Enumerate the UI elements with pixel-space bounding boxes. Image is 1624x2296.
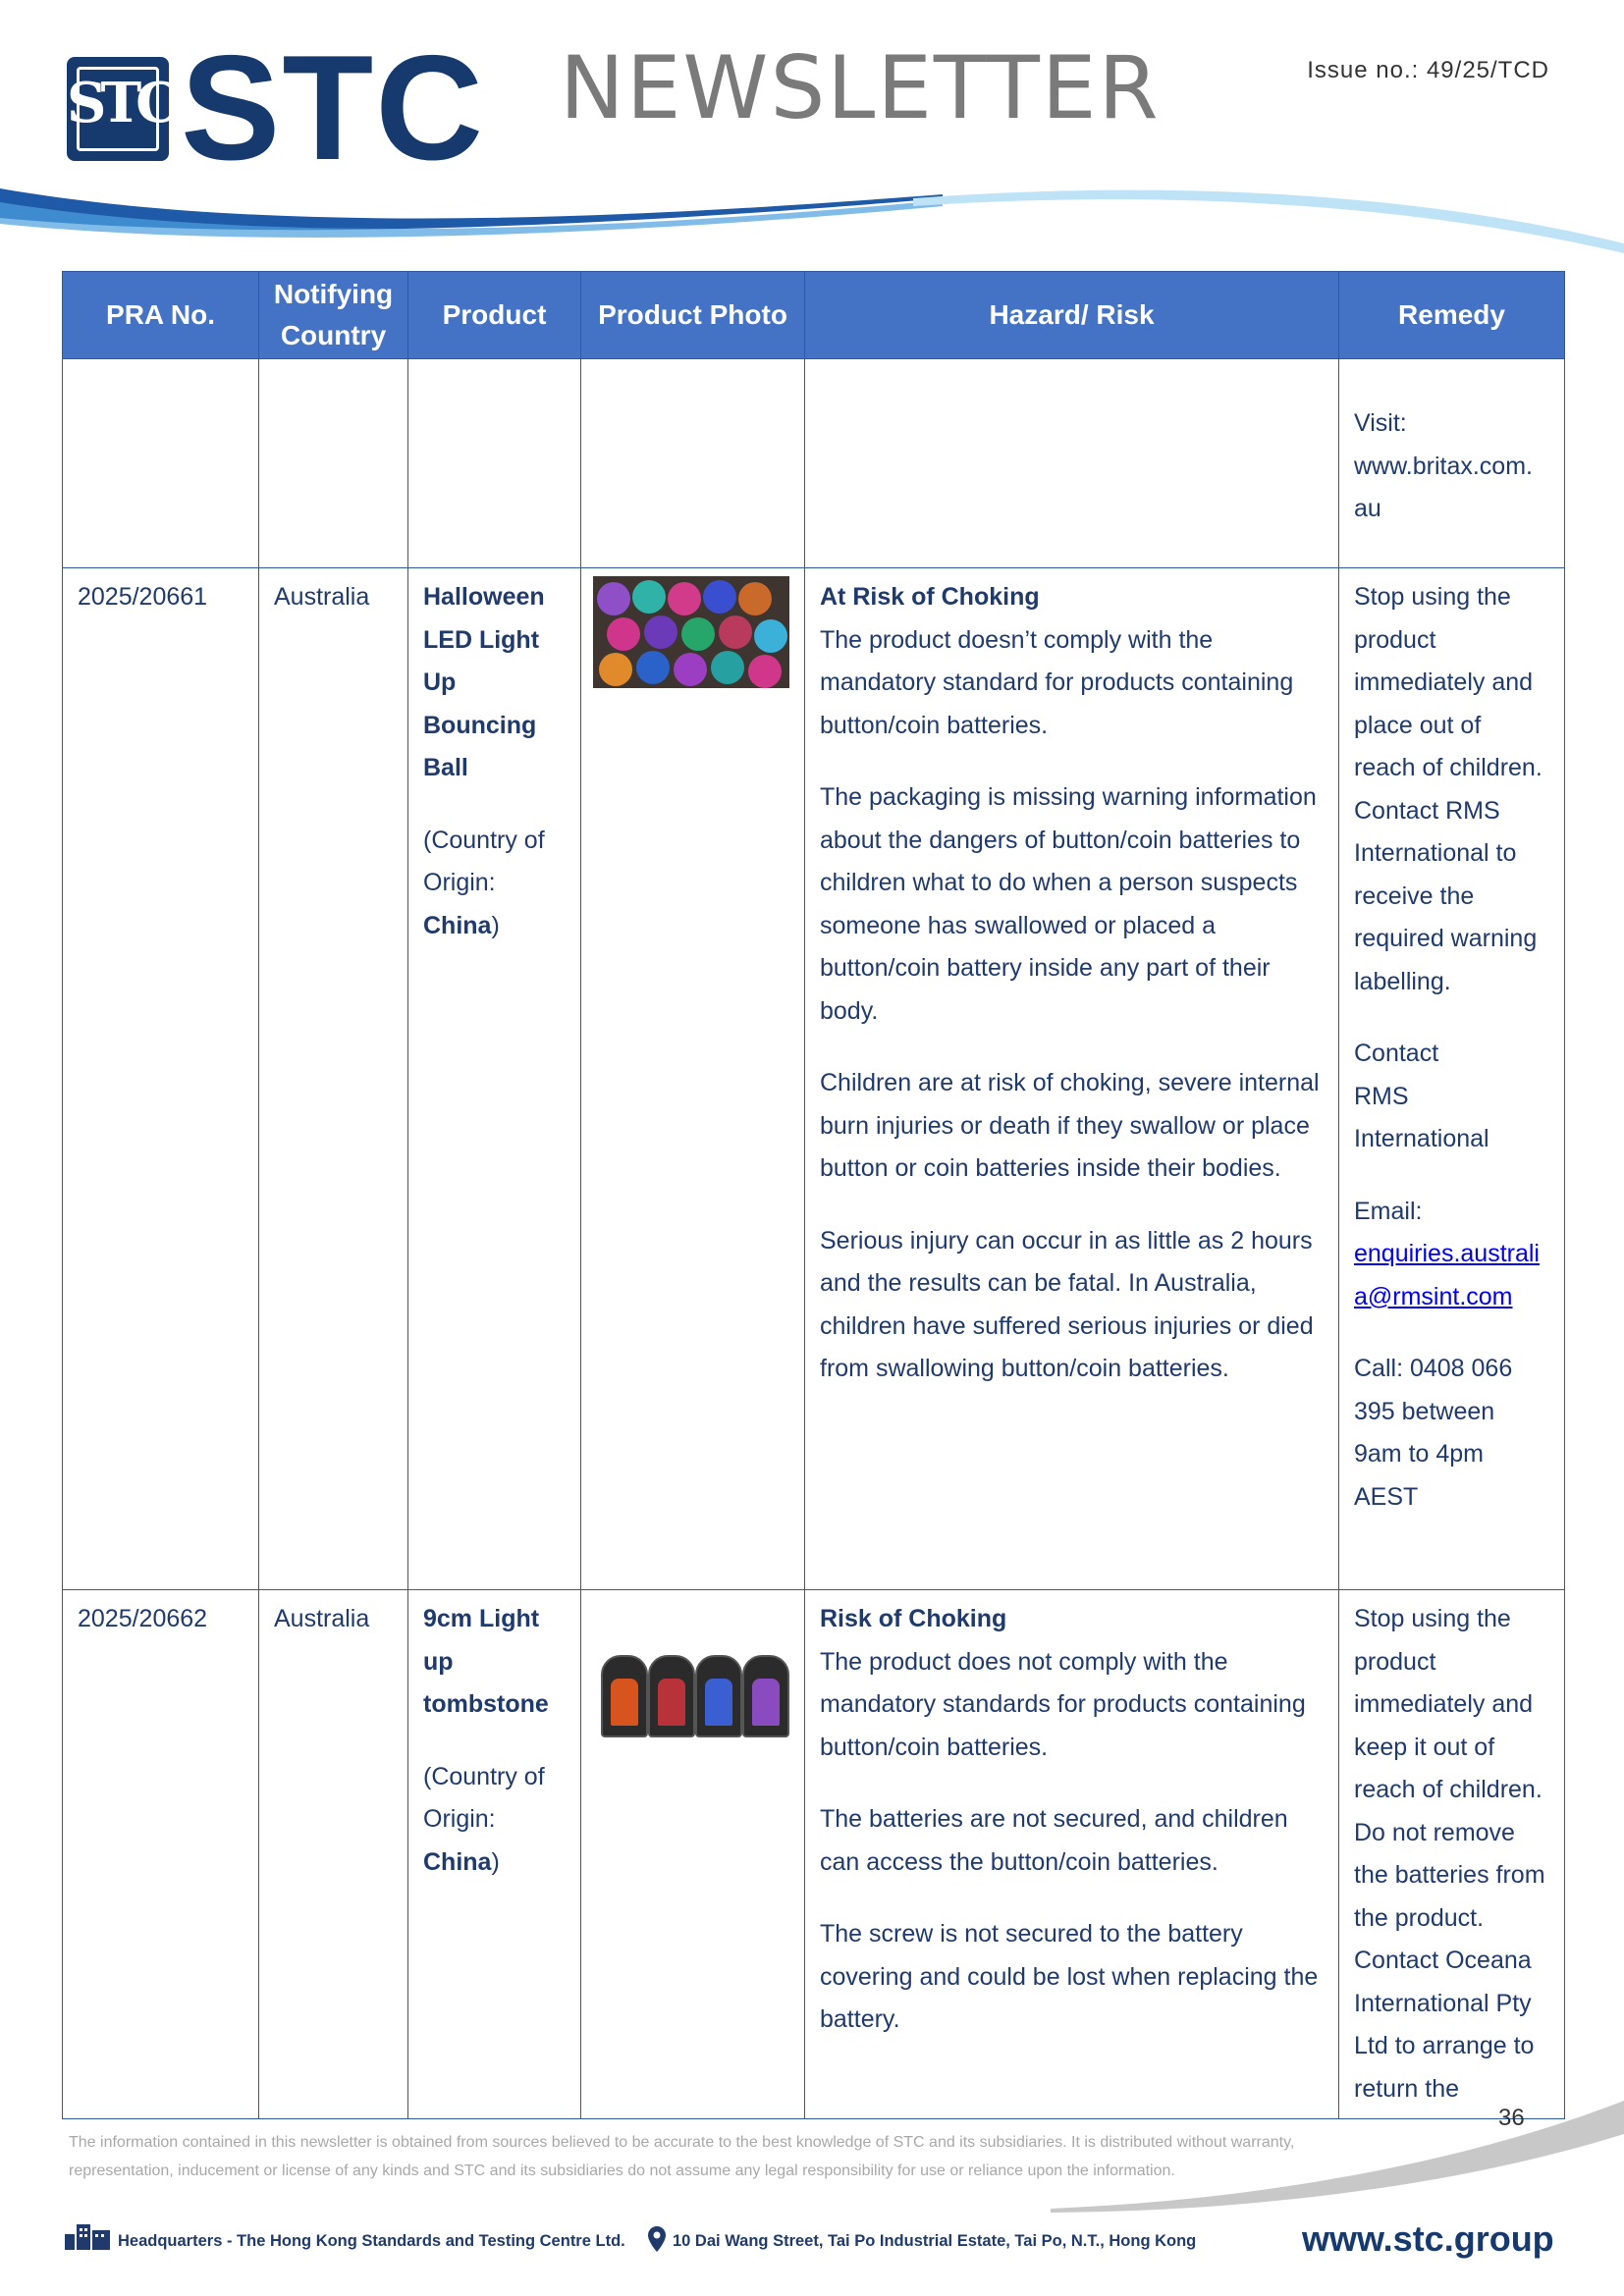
hazard-line: Children are at risk of choking, severe internal bbox=[820, 1069, 1320, 1096]
remedy-line: product bbox=[1354, 1647, 1436, 1676]
cell-photo bbox=[581, 568, 805, 1590]
origin-line: Origin: bbox=[423, 869, 496, 896]
header-swoosh bbox=[0, 185, 1624, 263]
hazard-line: Serious injury can occur in as little as 2 hours bbox=[820, 1226, 1313, 1255]
product-name-line: Bouncing bbox=[423, 711, 537, 739]
cell-photo bbox=[581, 1590, 805, 2119]
location-pin-icon bbox=[648, 2226, 666, 2252]
col-header-pra-no: PRA No. bbox=[63, 272, 259, 359]
remedy-line: receive the bbox=[1354, 881, 1475, 910]
col-header-remedy: Remedy bbox=[1339, 272, 1565, 359]
cell-remedy bbox=[1339, 568, 1565, 1590]
origin-line: Origin: bbox=[423, 1805, 496, 1833]
building-icon bbox=[65, 2220, 110, 2250]
hazard-line: children have suffered serious injuries or died bbox=[820, 1311, 1314, 1340]
cell-pra-no: 2025/20661 bbox=[63, 568, 259, 1590]
origin-country-line bbox=[423, 1842, 566, 1885]
newsletter-title: NEWSLETTER bbox=[560, 37, 1161, 138]
hazard-line: The packaging is missing warning information bbox=[820, 783, 1317, 811]
issue-number: Issue no.: 49/25/TCD bbox=[1307, 57, 1549, 83]
remedy-line: keep it out of bbox=[1354, 1733, 1495, 1761]
cell-pra-no: 2025/20662 bbox=[63, 1590, 259, 2119]
hazard-line: The product doesn’t comply with the bbox=[820, 625, 1214, 654]
cell-hazard bbox=[805, 1590, 1339, 2119]
hazard-line: button/coin batteries. bbox=[820, 1733, 1049, 1761]
remedy-line: International Pty bbox=[1354, 1989, 1532, 2017]
origin-suffix: ) bbox=[491, 911, 500, 939]
remedy-line: reach of children. bbox=[1354, 754, 1543, 781]
col-header-product-photo: Product Photo bbox=[581, 272, 805, 359]
product-name-line: 9cm Light bbox=[423, 1605, 540, 1632]
remedy-line: Contact Oceana bbox=[1354, 1947, 1532, 1974]
hazard-line: covering and could be lost when replacing the bbox=[820, 1962, 1319, 1991]
remedy-line: au bbox=[1354, 495, 1381, 522]
email-link[interactable]: enquiries.australi bbox=[1354, 1240, 1540, 1267]
product-name-line: up bbox=[423, 1647, 454, 1676]
cell-empty bbox=[805, 359, 1339, 568]
table-row-continuation bbox=[63, 359, 1565, 568]
origin-country: China bbox=[423, 911, 492, 939]
remedy-line: place out of bbox=[1354, 711, 1482, 739]
cell-country: Australia bbox=[259, 568, 408, 1590]
cell-product bbox=[408, 1590, 581, 2119]
origin-line: (Country of bbox=[423, 826, 545, 854]
remedy-line: Do not remove bbox=[1354, 1818, 1515, 1846]
product-name-line: Up bbox=[423, 668, 457, 696]
hazard-title: Risk of Choking bbox=[820, 1605, 1007, 1632]
col-header-product: Product bbox=[408, 272, 581, 359]
product-name-line: Ball bbox=[423, 754, 468, 781]
origin-suffix: ) bbox=[491, 1847, 500, 1876]
remedy-line: return the bbox=[1354, 2074, 1460, 2103]
remedy-line: Contact bbox=[1354, 1040, 1439, 1067]
remedy-line: reach of children. bbox=[1354, 1776, 1543, 1803]
remedy-line: Ltd to arrange to bbox=[1354, 2032, 1535, 2059]
remedy-line: RMS bbox=[1354, 1082, 1409, 1110]
hazard-line: about the dangers of button/coin batteries to bbox=[820, 826, 1301, 854]
table-header-row bbox=[63, 272, 1565, 359]
address-text: 10 Dai Wang Street, Tai Po Industrial Estate, Tai Po, N.T., Hong Kong bbox=[673, 2232, 1197, 2250]
cell-remedy bbox=[1339, 359, 1565, 568]
remedy-line: labelling. bbox=[1354, 967, 1451, 995]
remedy-line: Call: 0408 066 bbox=[1354, 1355, 1513, 1382]
hazard-line: button/coin batteries. bbox=[820, 711, 1049, 739]
cell-empty bbox=[63, 359, 259, 568]
cell-product bbox=[408, 568, 581, 1590]
col-header-hazard-risk: Hazard/ Risk bbox=[805, 272, 1339, 359]
remedy-line: the product. bbox=[1354, 1903, 1485, 1932]
remedy-line: www.britax.com. bbox=[1354, 452, 1533, 480]
origin-country: China bbox=[423, 1847, 492, 1876]
hazard-title: At Risk of Choking bbox=[820, 583, 1040, 611]
table-row bbox=[63, 568, 1565, 1590]
hazard-line: The product does not comply with the bbox=[820, 1647, 1228, 1676]
hazard-line: someone has swallowed or placed a bbox=[820, 911, 1217, 939]
disclaimer-text: The information contained in this newsletter is obtained from sources believed to be accurate to the best knowledge of STC and its subsidiaries. It is distributed without warranty, representation, inducement or license of any kinds and STC and its subsidiaries do not assume any legal responsibility for use or reliance upon the information. bbox=[69, 2134, 1295, 2179]
remedy-line: 395 between bbox=[1354, 1397, 1495, 1425]
hazard-line: children what to do when a person suspects bbox=[820, 869, 1298, 896]
page-number: 36 bbox=[1498, 2105, 1525, 2131]
email-label: Email: bbox=[1354, 1197, 1423, 1225]
remedy-line: Contact RMS bbox=[1354, 796, 1500, 825]
remedy-line: the batteries from bbox=[1354, 1861, 1545, 1889]
hazard-line: battery. bbox=[820, 2005, 900, 2033]
remedy-line: AEST bbox=[1354, 1482, 1419, 1511]
remedy-line: immediately and bbox=[1354, 1690, 1534, 1718]
remedy-line: Stop using the bbox=[1354, 1605, 1511, 1632]
hazard-line: can access the button/coin batteries. bbox=[820, 1847, 1218, 1876]
col-header-notifying-country: Notifying Country bbox=[259, 272, 408, 359]
remedy-line: International bbox=[1354, 1125, 1489, 1152]
cell-empty bbox=[581, 359, 805, 568]
stc-logo-text: STC bbox=[181, 25, 485, 191]
headquarters-text: Headquarters - The Hong Kong Standards and Testing Centre Ltd. bbox=[118, 2232, 625, 2250]
remedy-line: Visit: bbox=[1354, 409, 1407, 437]
cell-country: Australia bbox=[259, 1590, 408, 2119]
remedy-line: required warning bbox=[1354, 925, 1538, 952]
email-link[interactable]: a@rmsint.com bbox=[1354, 1282, 1513, 1310]
product-name-line: tombstone bbox=[423, 1690, 549, 1718]
origin-line: (Country of bbox=[423, 1762, 545, 1790]
remedy-line: 9am to 4pm bbox=[1354, 1440, 1485, 1468]
product-recall-table bbox=[62, 271, 1565, 2119]
table-row bbox=[63, 1590, 1565, 2119]
hazard-line: The batteries are not secured, and children bbox=[820, 1805, 1288, 1833]
product-name-line: Halloween bbox=[423, 583, 545, 611]
hazard-line: button or coin batteries inside their bodies. bbox=[820, 1154, 1281, 1182]
website-link[interactable]: www.stc.group bbox=[1302, 2218, 1554, 2259]
cell-empty bbox=[408, 359, 581, 568]
hazard-line: The screw is not secured to the battery bbox=[820, 1920, 1243, 1948]
hazard-line: button/coin battery inside any part of their bbox=[820, 954, 1271, 982]
hazard-line: and the results can be fatal. In Australia, bbox=[820, 1269, 1257, 1297]
hazard-line: mandatory standard for products containing bbox=[820, 668, 1294, 696]
bouncing-balls-photo bbox=[593, 576, 789, 688]
stc-logo-mark bbox=[67, 57, 174, 161]
hazard-line: burn injuries or death if they swallow or place bbox=[820, 1111, 1310, 1140]
remedy-line: International to bbox=[1354, 839, 1517, 867]
remedy-line: immediately and bbox=[1354, 668, 1534, 696]
hazard-line: mandatory standards for products containing bbox=[820, 1690, 1306, 1718]
product-name-line: LED Light bbox=[423, 625, 540, 654]
tombstones-photo bbox=[601, 1655, 797, 1737]
remedy-line: Stop using the bbox=[1354, 583, 1511, 611]
cell-hazard bbox=[805, 568, 1339, 1590]
origin-country-line bbox=[423, 905, 566, 948]
hazard-line: from swallowing button/coin batteries. bbox=[820, 1355, 1229, 1382]
remedy-line: product bbox=[1354, 625, 1436, 654]
logo-monogram: STC bbox=[67, 71, 174, 135]
cell-remedy bbox=[1339, 1590, 1565, 2119]
hazard-line: body. bbox=[820, 996, 879, 1025]
cell-empty bbox=[259, 359, 408, 568]
